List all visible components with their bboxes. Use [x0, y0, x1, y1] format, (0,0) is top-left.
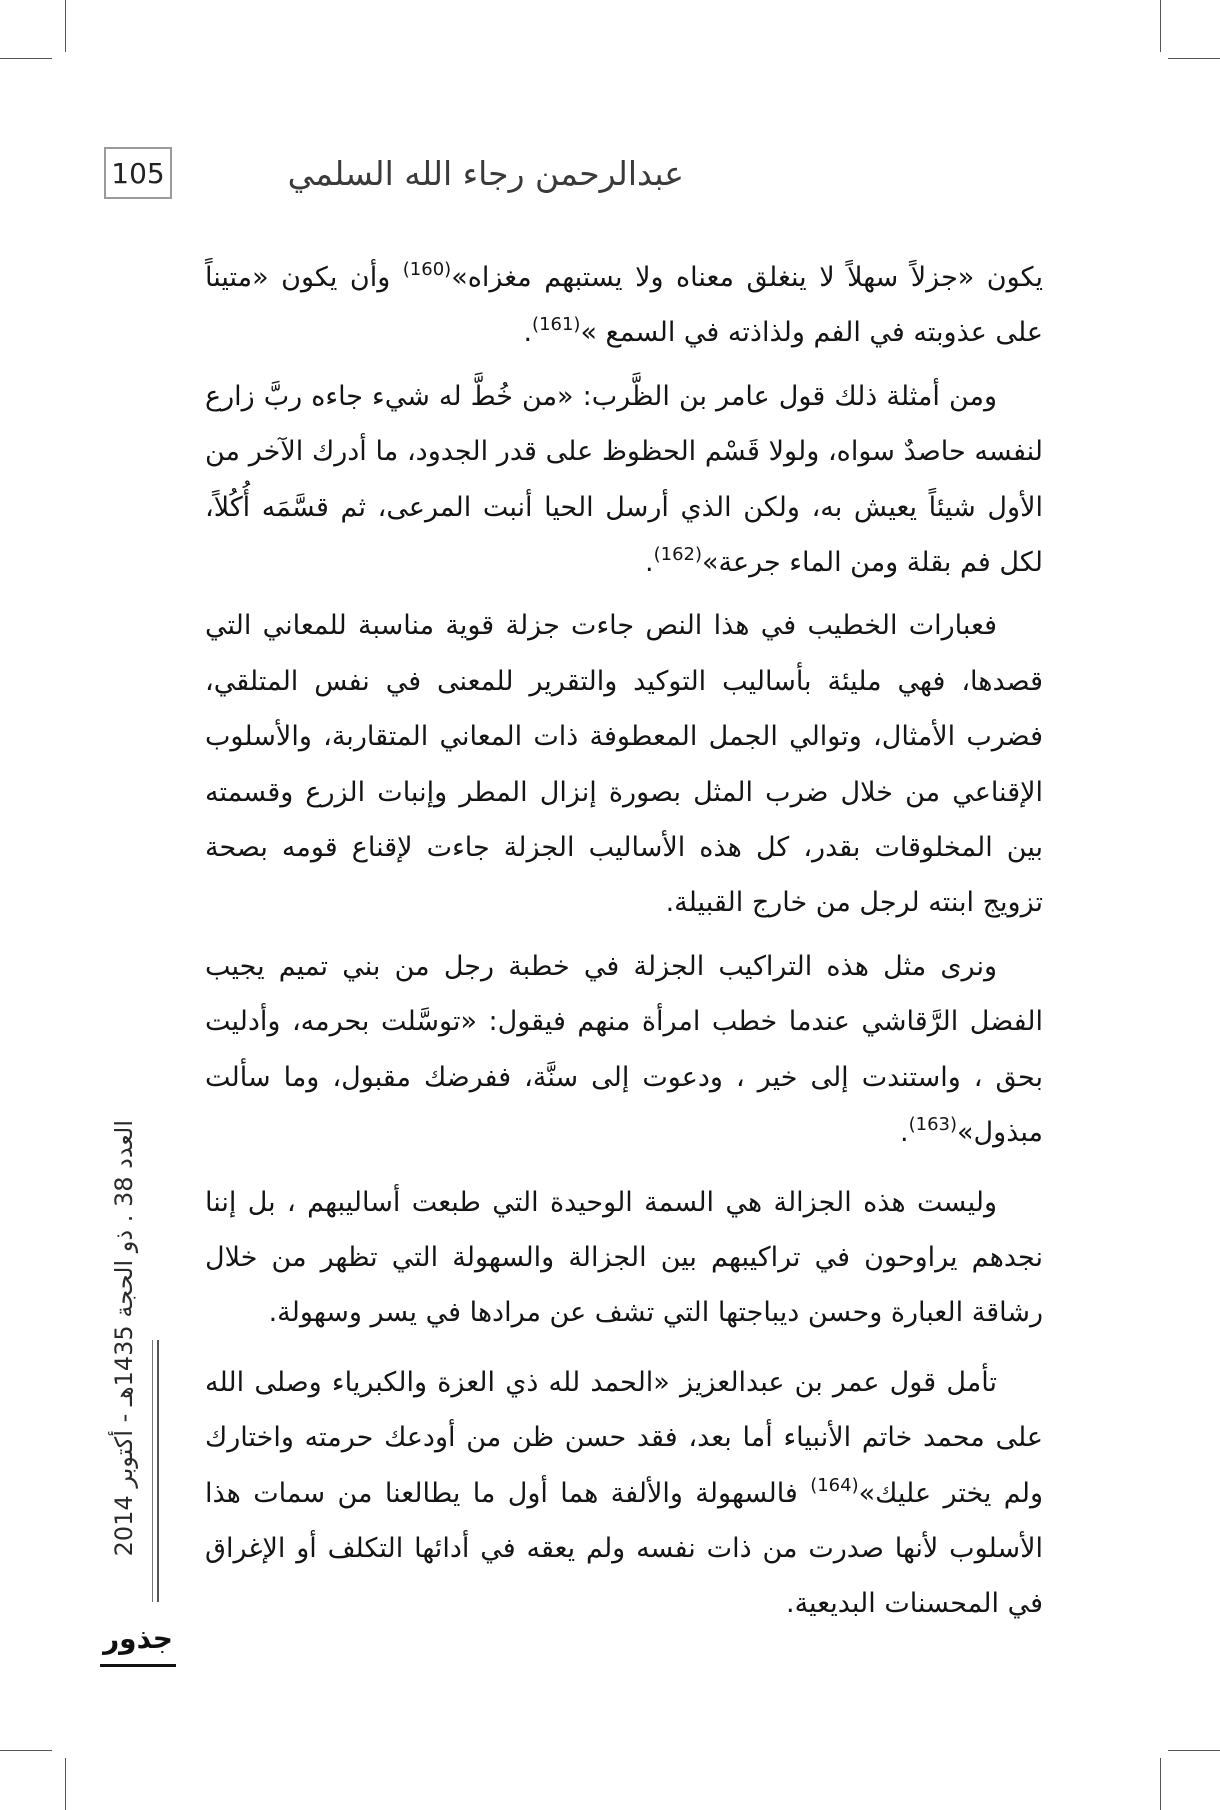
page-number: 105: [104, 147, 172, 199]
paragraph-text: .: [645, 547, 654, 579]
paragraph-1: [205, 250, 1043, 361]
crop-mark: [0, 1750, 52, 1751]
footnote-ref: (161): [532, 314, 581, 336]
side-divider: [152, 1340, 153, 1602]
paragraph-5: وليست هذه الجزالة هي السمة الوحيدة التي طبعت أساليبهم ، بل إننا نجدهم يراوحون في تراكيبهم بين الجزالة والسهولة التي تظهر من خلال رشاقة العبارة وحسن ديباجتها التي تشف عن مرادها في يسر وسهولة.: [205, 1186, 1043, 1329]
paragraph-text: تأمل قول عمر بن عبدالعزيز «الحمد لله ذي العزة والكبرياء وصلى الله على محمد خاتم الأنبياء أما بعد، فقد حسن ظن من أودعك حرمته واختارك ولم يختر عليك»: [205, 1366, 1044, 1509]
footnote-ref: (163): [908, 1114, 958, 1136]
paragraph-text: يكون «جزلاً سهلاً لا ينغلق معناه ولا يستبهم مغزاه»: [451, 262, 1044, 293]
paragraph-3: فعبارات الخطيب في هذا النص جاءت جزلة قوية مناسبة للمعاني التي قصدها، فهي مليئة بأساليب التوكيد والتقرير للمعنى في نفس المتلقي، فضرب الأمثال، وتوالي الجمل المعطوفة ذات المعاني المتقاربة، والأسلوب الإقناعي من خلال ضرب المثل بصورة إنزال المطر وإنبات الزرع وقسمته بين المخلوقات بقدر، كل هذه الأساليب الجزلة جاءت لإقناع قومه بصحة تزويج ابنته لرجل من خارج القبيلة.: [205, 610, 1043, 919]
paragraph-text: ونرى مثل هذه التراكيب الجزلة في خطبة رجل من بني تميم يجيب الفضل الرَّقاشي عندما خطب امرأة منهم فيقول: «توسَّلت بحرمه، وأدليت بحق ، واستندت إلى خير ، ودعوت إلى سنَّة، ففرضك مقبول، وما سألت مبذول»: [205, 950, 1043, 1149]
journal-logo: جذور: [100, 1612, 176, 1667]
paragraph-text: ومن أمثلة ذلك قول عامر بن الظَّرب: «من خُطَّ له شيء جاءه ربَّ زارع لنفسه حاصدٌ سواه، ولولا قَسْم الحظوظ على قدر الجدود، ما أدرك الآخر من الأول شيئاً يعيش به، ولكن الذي أرسل الحيا أنبت المرعى، ثم قسَّمَه أُكُلاً، لكل فم بقلة ومن الماء جرعة»: [205, 380, 1043, 579]
paragraph-text: فالسهولة والألفة هما أول ما يطالعنا من سمات هذا الأسلوب لأنها صدرت من ذات نفسه ولم يعقه في أدائها التكلف أو الإغراق في المحسنات البديعية.: [205, 1477, 1043, 1620]
issue-info: العدد 38 . ذو الحجة 1435هـ - أكتوبر 2014: [110, 1120, 138, 1557]
crop-mark: [65, 1758, 66, 1810]
paragraph-6: [205, 1355, 1043, 1632]
footnote-ref: (164): [810, 1474, 859, 1496]
side-divider: [157, 1340, 159, 1602]
page-header: [104, 145, 684, 201]
paragraph-text: .: [523, 317, 533, 349]
crop-mark: [65, 0, 66, 52]
running-head-author: عبدالرحمن رجاء الله السلمي: [287, 153, 684, 193]
crop-mark: [1160, 0, 1161, 52]
crop-mark: [1168, 58, 1220, 59]
article-body: [205, 250, 1043, 1640]
footnote-ref: (160): [402, 259, 452, 280]
crop-mark: [1168, 1750, 1220, 1751]
paragraph-4: [205, 939, 1043, 1161]
paragraph-text: .: [900, 1117, 909, 1149]
paragraph-2: [205, 369, 1043, 591]
crop-mark: [0, 58, 52, 59]
crop-mark: [1160, 1758, 1161, 1810]
paragraph-text: وأن يكون «متيناً على عذوبته في الفم ولذاذته في السمع »: [205, 262, 1043, 349]
footnote-ref: (162): [653, 544, 703, 566]
